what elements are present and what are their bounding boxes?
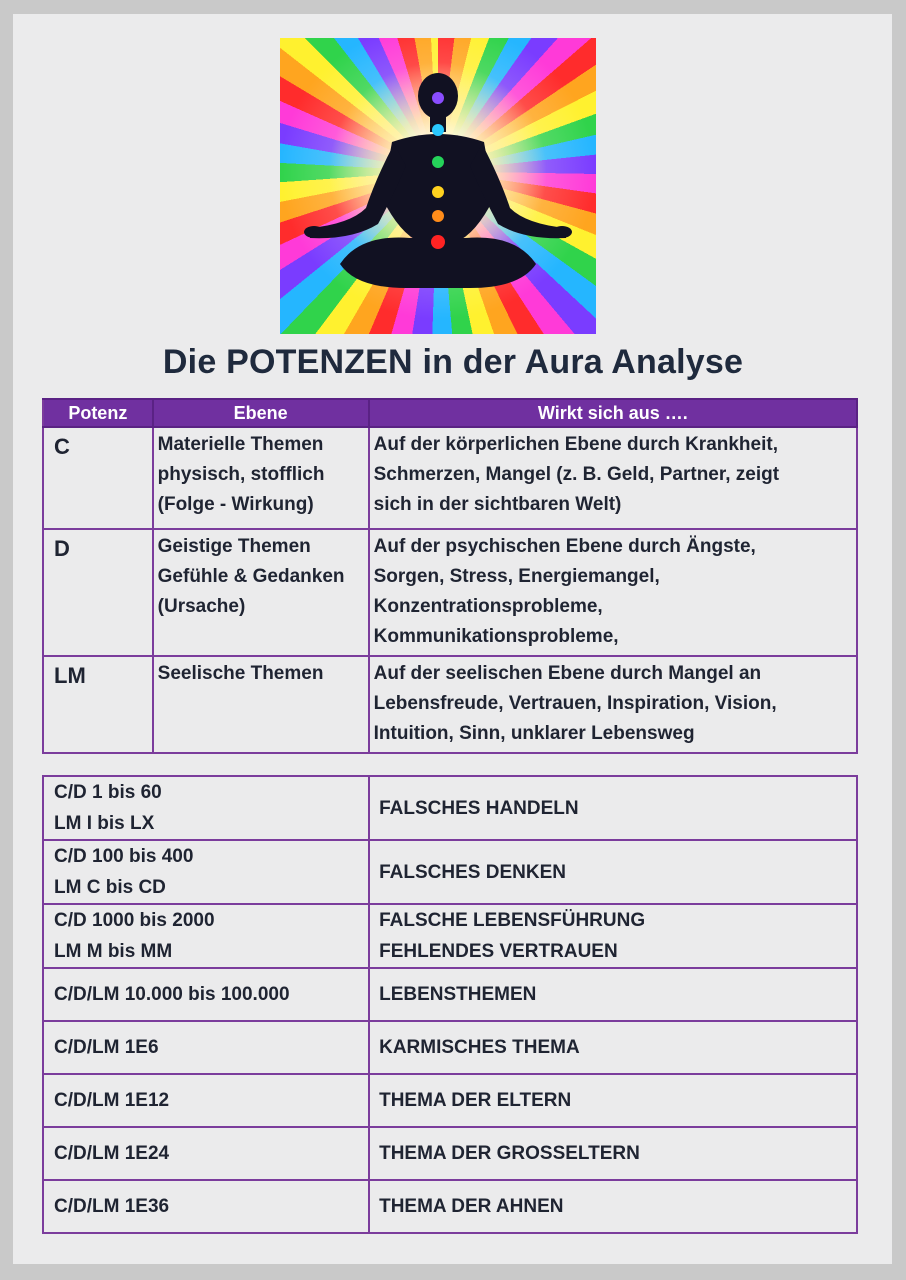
table-row: [43, 1127, 857, 1180]
potenz-range-cell: C/D/LM 10.000 bis 100.000: [43, 968, 369, 1021]
table-row: [43, 656, 857, 753]
wirkt-cell: Auf der seelischen Ebene durch Mangel an Lebensfreude, Vertrauen, Inspiration, Vision, Intuition, Sinn, unklarer Lebensweg: [369, 656, 857, 753]
meaning-cell: FALSCHES DENKEN: [369, 840, 857, 904]
potenz-table: [42, 398, 858, 754]
potenz-range-cell: C/D 1000 bis 2000 LM M bis MM: [43, 904, 369, 968]
ebene-cell: Seelische Themen: [153, 656, 369, 753]
potenz-cell: LM: [43, 656, 153, 753]
meaning-cell: FALSCHES HANDELN: [369, 776, 857, 840]
table-row: [43, 1180, 857, 1233]
meditation-aura-image: [280, 38, 596, 334]
header-wirkt: Wirkt sich aus ….: [369, 399, 857, 427]
ebene-cell: Geistige Themen Gefühle & Gedanken (Ursache): [153, 529, 369, 656]
potenz-range-cell: C/D/LM 1E6: [43, 1021, 369, 1074]
table-row: [43, 840, 857, 904]
potenz-range-cell: C/D/LM 1E24: [43, 1127, 369, 1180]
header-potenz: Potenz: [43, 399, 153, 427]
page-title: Die POTENZEN in der Aura Analyse: [162, 343, 744, 381]
potenz-cell: C: [43, 427, 153, 529]
ebene-cell: Materielle Themen physisch, stofflich (Folge - Wirkung): [153, 427, 369, 529]
meaning-cell: FALSCHE LEBENSFÜHRUNG FEHLENDES VERTRAUEN: [369, 904, 857, 968]
potenz-range-cell: C/D/LM 1E12: [43, 1074, 369, 1127]
table-row: [43, 1074, 857, 1127]
table-row: [43, 904, 857, 968]
potenz-range-cell: C/D/LM 1E36: [43, 1180, 369, 1233]
meaning-cell: KARMISCHES THEMA: [369, 1021, 857, 1074]
table-row: [43, 776, 857, 840]
potenz-range-cell: C/D 100 bis 400 LM C bis CD: [43, 840, 369, 904]
wirkt-cell: Auf der körperlichen Ebene durch Krankheit, Schmerzen, Mangel (z. B. Geld, Partner, zeigt sich in der sichtbaren Welt): [369, 427, 857, 529]
meditation-aura-icon: [280, 38, 596, 334]
potenz-range-cell: C/D 1 bis 60 LM I bis LX: [43, 776, 369, 840]
table-row: [43, 529, 857, 656]
table-row: [43, 1021, 857, 1074]
meaning-cell: THEMA DER GROSSELTERN: [369, 1127, 857, 1180]
header-row: [43, 399, 857, 427]
potenz-cell: D: [43, 529, 153, 656]
meaning-cell: THEMA DER ELTERN: [369, 1074, 857, 1127]
potenz-bedeutung-table: [42, 775, 858, 1234]
table-row: [43, 968, 857, 1021]
meaning-cell: THEMA DER AHNEN: [369, 1180, 857, 1233]
wirkt-cell: Auf der psychischen Ebene durch Ängste, Sorgen, Stress, Energiemangel, Konzentrationsprobleme, Kommunikationsprobleme,: [369, 529, 857, 656]
header-ebene: Ebene: [153, 399, 369, 427]
table-row: [43, 427, 857, 529]
meaning-cell: LEBENSTHEMEN: [369, 968, 857, 1021]
